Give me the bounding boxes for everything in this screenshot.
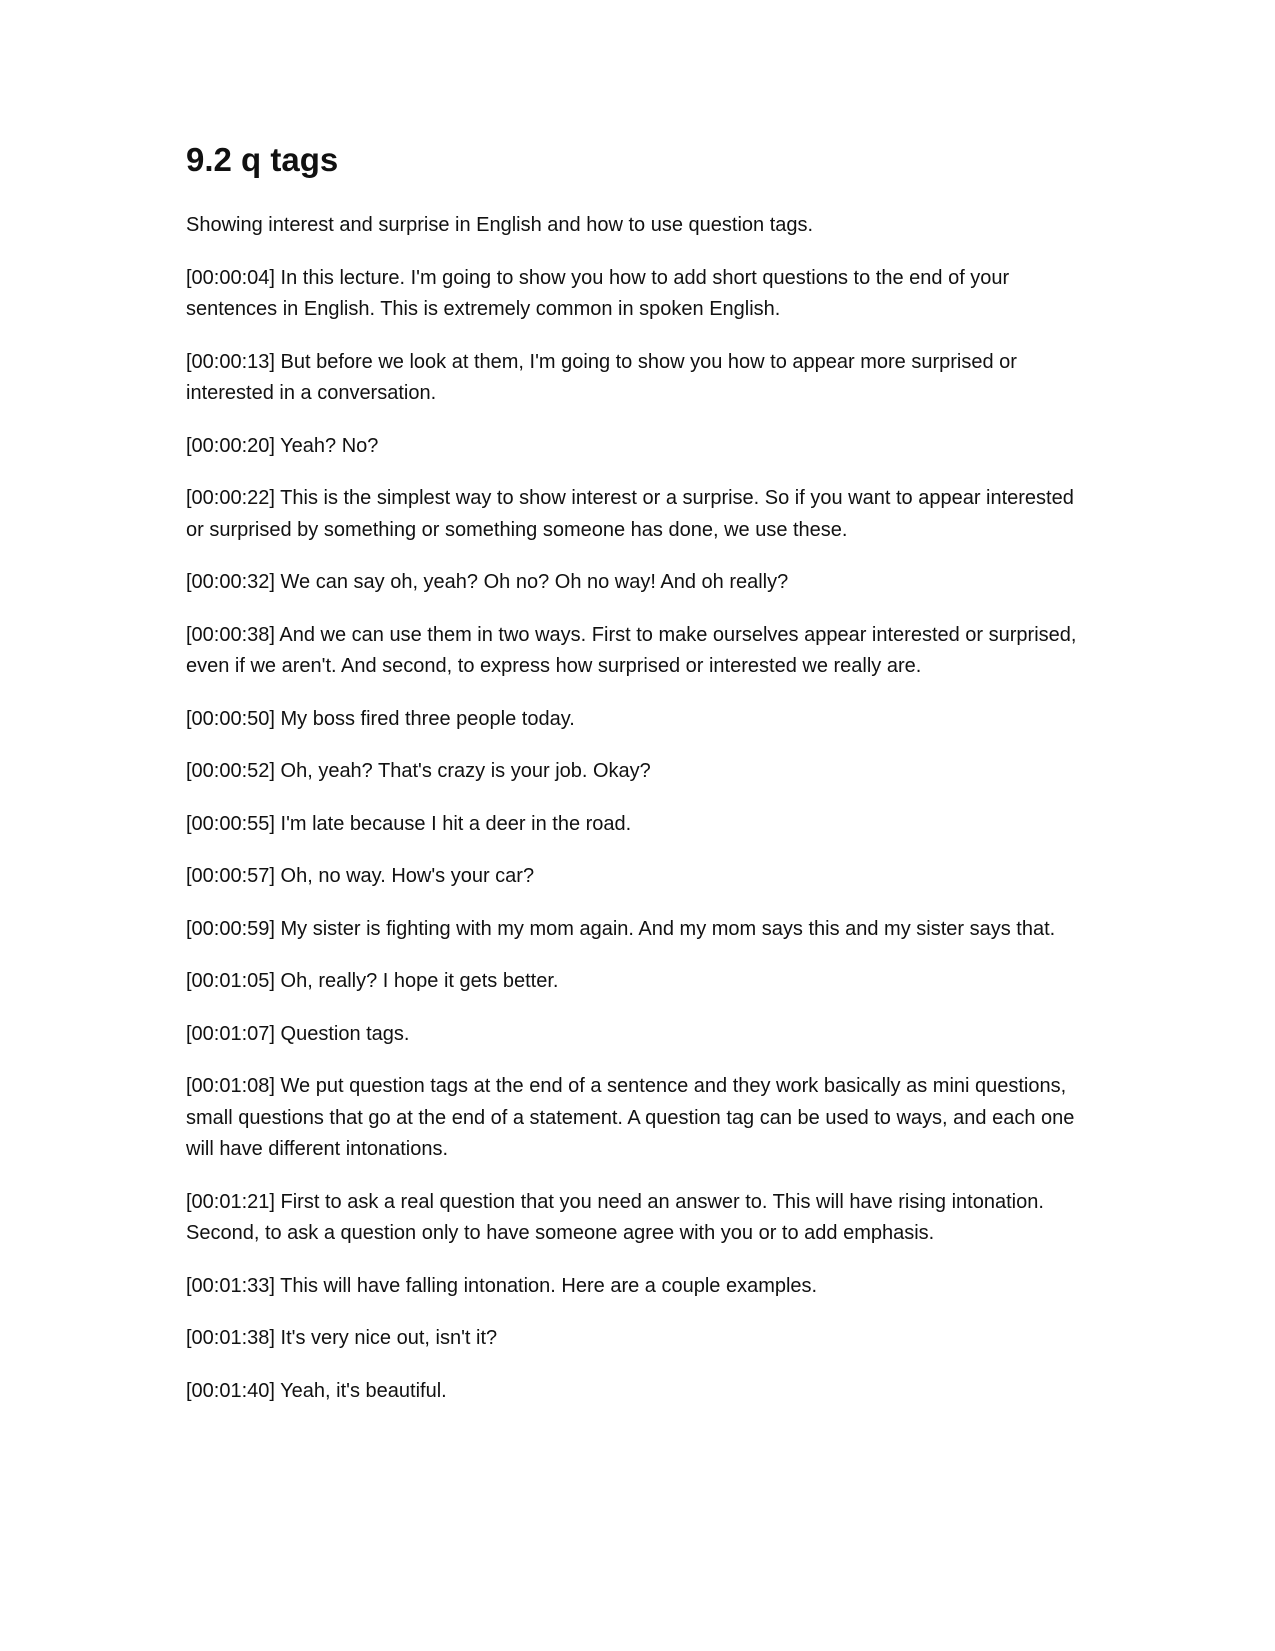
- transcript-paragraph: [00:00:52] Oh, yeah? That's crazy is your job. Okay?: [186, 760, 651, 782]
- transcript-paragraph: [00:00:57] Oh, no way. How's your car?: [186, 865, 535, 887]
- transcript-paragraph: [00:01:33] This will have falling intonation. Here are a couple examples.: [186, 1274, 818, 1297]
- transcript-paragraph: [00:00:22] This is the simplest way to show interest or a surprise. So if you want to appear interested or surprised by something or something someone has done, we use these.: [186, 487, 1074, 541]
- transcript-paragraph: [00:00:38] And we can use them in two ways. First to make ourselves appear interested or surprised, even if we aren't. And second, to express how surprised or interested we really are.: [186, 623, 1077, 677]
- document-title: 9.2 q tags: [186, 141, 339, 178]
- transcript-paragraph: [00:00:13] But before we look at them, I'm going to show you how to appear more surprised or interested in a conversation.: [186, 350, 1017, 404]
- transcript-paragraph: [00:01:07] Question tags.: [186, 1022, 410, 1045]
- transcript-paragraph: [00:00:59] My sister is fighting with my mom again. And my mom says this and my sister says that.: [186, 917, 1056, 940]
- transcript-paragraph: [00:00:55] I'm late because I hit a deer in the road.: [186, 812, 632, 835]
- transcript-paragraph: [00:00:20] Yeah? No?: [186, 434, 379, 457]
- transcript-paragraph: [00:00:50] My boss fired three people today.: [186, 707, 575, 730]
- transcript-paragraph: [00:01:21] First to ask a real question that you need an answer to. This will have rising intonation. Second, to ask a question only to have someone agree with you or to add emphasis.: [186, 1190, 1044, 1244]
- transcript-paragraph: [00:01:08] We put question tags at the end of a sentence and they work basically as mini questions, small questions that go at the end of a statement. A question tag can be used to ways, and each one will have different intonations.: [186, 1075, 1075, 1160]
- transcript-paragraph: [00:01:05] Oh, really? I hope it gets better.: [186, 970, 559, 992]
- transcript-paragraph: [00:00:04] In this lecture. I'm going to show you how to add short questions to the end of your sentences in English. This is extremely common in spoken English.: [186, 266, 1010, 320]
- transcript-paragraph: [00:01:38] It's very nice out, isn't it?: [186, 1327, 498, 1349]
- transcript-paragraph: [00:01:40] Yeah, it's beautiful.: [186, 1379, 447, 1402]
- paragraph-intro: Showing interest and surprise in English and how to use question tags.: [186, 214, 814, 236]
- document-page: [186, 140, 1086, 1428]
- transcript-paragraph: [00:00:32] We can say oh, yeah? Oh no? Oh no way! And oh really?: [186, 571, 789, 593]
